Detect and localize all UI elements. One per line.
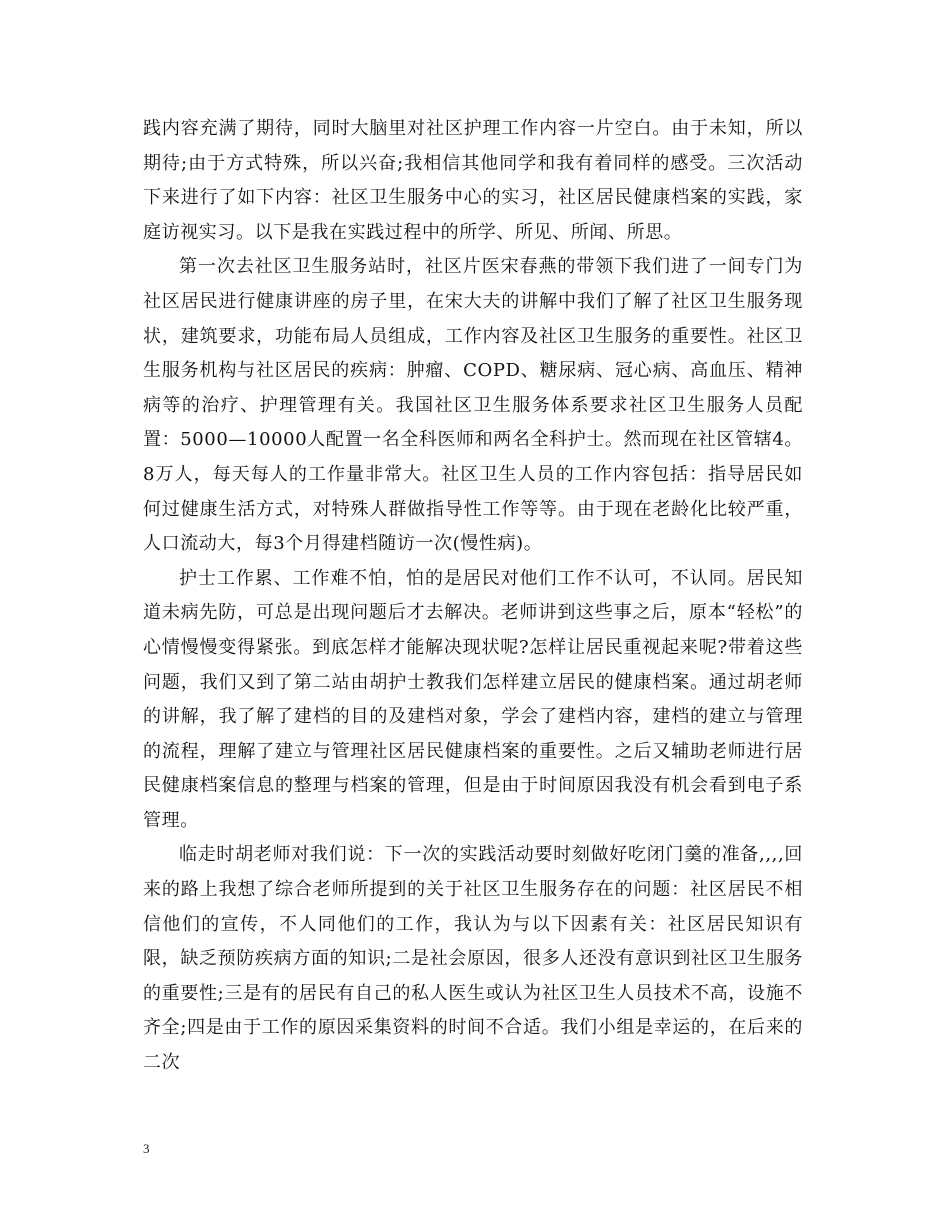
page-number: 3 xyxy=(143,1141,150,1156)
paragraph-1: 践内容充满了期待，同时大脑里对社区护理工作内容一片空白。由于未知，所以期待;由于方式特殊，所以兴奋;我相信其他同学和我有着同样的感受。三次活动下来进行了如下内容：社区卫生服务中心的实习，社区居民健康档案的实践，家庭访视实习。以下是我在实践过程中的所学、所见、所闻、所思。 xyxy=(143,118,803,243)
paragraph-3: 护士工作累、工作难不怕，怕的是居民对他们工作不认可，不认同。居民知道未病先防，可总是出现问题后才去解决。老师讲到这些事之后，原本“轻松”的心情慢慢变得紧张。到底怎样才能解决现状呢?怎样让居民重视起来呢?带着这些问题，我们又到了第二站由胡护士教我们怎样建立居民的健康档案。通过胡老师的讲解，我了解了建档的目的及建档对象，学会了建档内容，建档的建立与管理的流程，理解了建立与管理社区居民健康档案的重要性。之后又辅助老师进行居民健康档案信息的整理与档案的管理，但是由于时间原因我没有机会看到电子系管理。 xyxy=(143,567,803,831)
paragraph-2: 第一次去社区卫生服务站时，社区片医宋春燕的带领下我们进了一间专门为社区居民进行健康讲座的房子里，在宋大夫的讲解中我们了解了社区卫生服务现状，建筑要求，功能布局人员组成，工作内容及社区卫生服务的重要性。社区卫生服务机构与社区居民的疾病：肿瘤、COPD、糖尿病、冠心病、高血压、精神病等的治疗、护理管理有关。我国社区卫生服务体系要求社区卫生服务人员配置：5000—10000人配置一名全科医师和两名全科护士。然而现在社区管辖4。8万人，每天每人的工作量非常大。社区卫生人员的工作内容包括：指导居民如何过健康生活方式，对特殊人群做指导性工作等等。由于现在老龄化比较严重，人口流动大，每3个月得建档随访一次(慢性病)。 xyxy=(143,256,803,555)
body-text xyxy=(143,112,803,1081)
paragraph-4: 临走时胡老师对我们说：下一次的实践活动要时刻做好吃闭门羹的准备,,,,回来的路上我想了综合老师所提到的关于社区卫生服务存在的问题：社区居民不相信他们的宣传，不人同他们的工作，我认为与以下因素有关：社区居民知识有限，缺乏预防疾病方面的知识;二是社会原因，很多人还没有意识到社区卫生服务的重要性;三是有的居民有自己的私人医生或认为社区卫生人员技术不高，设施不齐全;四是由于工作的原因采集资料的时间不合适。我们小组是幸运的，在后来的二次 xyxy=(143,844,803,1074)
